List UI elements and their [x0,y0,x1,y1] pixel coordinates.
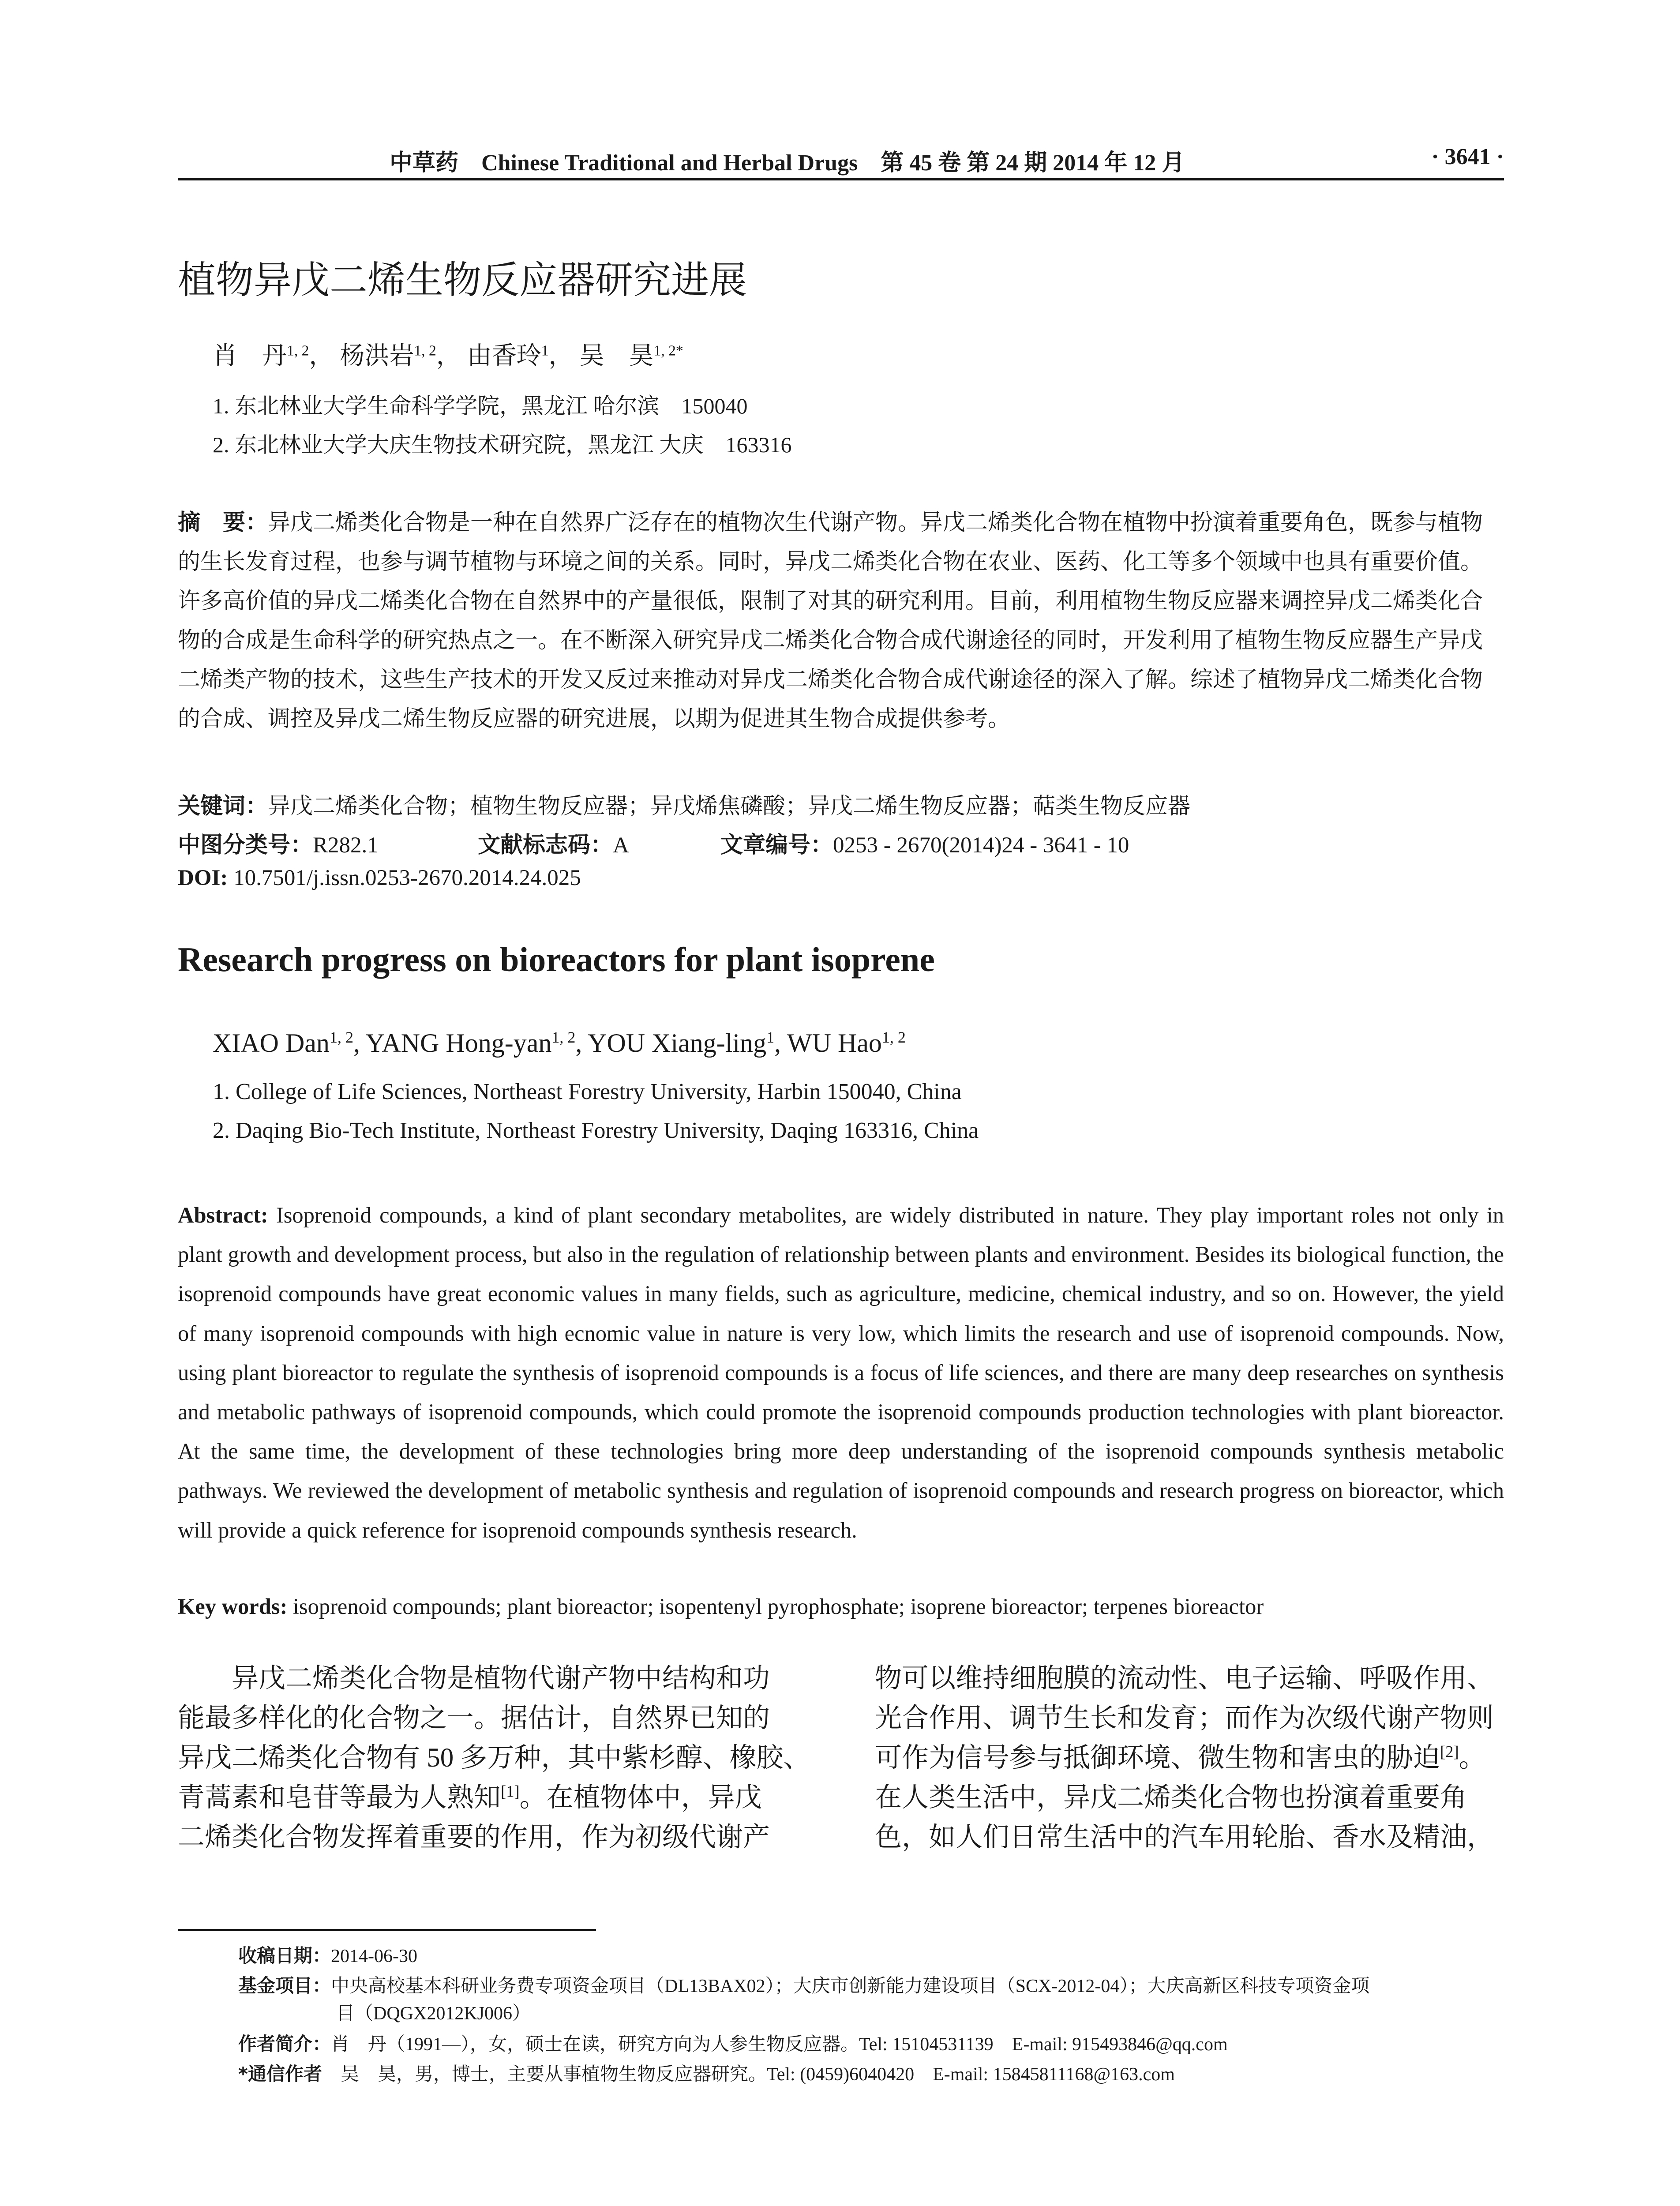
body-text: 青蒿素和皂苷等最为人熟知 [178,1783,501,1812]
en-keywords-text: isoprenoid compounds; plant bioreactor; isopentenyl pyrophosphate; isoprene bioreactor; terpenes bioreactor [292,1594,1264,1619]
body-text: 。在植物体中，异戊 [519,1783,762,1812]
doi-value[interactable]: 10.7501/j.issn.0253-2670.2014.24.025 [233,866,581,890]
en-author: XIAO Dan [213,1028,330,1058]
author-bio-text: 肖 丹（1991—），女，硕士在读，研究方向为人参生物反应器。Tel: 15104531139 E-mail: 915493846@qq.com [331,2034,1228,2055]
en-keywords-label: Key words: [178,1594,288,1619]
en-title: Research progress on bioreactors for plant isoprene [178,940,935,979]
article-no-label: 文章编号： [720,832,833,858]
body-text: 物可以维持细胞膜的流动性、电子运输、呼吸作用、 [875,1664,1494,1693]
cn-affiliation-2: 2. 东北林业大学大庆生物技术研究院，黑龙江 大庆 163316 [213,432,792,457]
fund-text: 中央高校基本科研业务费专项资金项目（DL13BAX02）；大庆市创新能力建设项目（SCX-2012-04）；大庆高新区科技专项资金项 [331,1976,1370,1996]
cn-keywords [178,788,1190,820]
doccode-label: 文献标志码： [478,832,613,858]
cn-title: 植物异戊二烯生物反应器研究进展 [178,258,747,302]
cn-author: 由香玲 [467,342,541,370]
en-author-affil: 1, 2 [551,1028,576,1046]
cn-author-affil: 1 [541,342,549,359]
corresponding-text: 吴 昊，男，博士，主要从事植物生物反应器研究。Tel: (0459)6040420 E-mail: 15845811168@163.com [322,2064,1175,2085]
footnote-fund-cont: 目（DQGX2012KJ006） [336,2003,531,2024]
body-text: 。 [1459,1743,1486,1773]
body-text: 光合作用、调节生长和发育；而作为次级代谢产物则 [875,1703,1494,1733]
cn-author: 吴 昊 [579,342,654,370]
doccode-value: A [613,833,629,858]
cn-author-affil: 1, 2 [414,342,436,359]
cn-keywords-text: 异戊二烯类化合物；植物生物反应器；异戊烯焦磷酸；异戊二烯生物反应器；萜类生物反应器 [268,794,1191,819]
en-author: YOU Xiang-ling [588,1028,767,1058]
fund-label: 基金项目： [238,1975,331,1996]
cn-author-affil: 1, 2 [287,342,309,359]
received-value: 2014-06-30 [331,1946,417,1966]
citation[interactable]: [1] [501,1782,520,1801]
body-left-column [178,1661,820,1852]
clc-label: 中图分类号： [178,832,313,858]
body-text: 异戊二烯类化合物有 50 多万种，其中紫杉醇、橡胶、 [178,1743,810,1773]
en-author: YANG Hong-yan [365,1028,552,1058]
header-rule [178,178,1504,180]
footnote-author [238,2030,1228,2056]
article-no-value: 0253 - 2670(2014)24 - 3641 - 10 [833,833,1129,858]
body-line [875,1661,1494,1696]
body-text: 二烯类化合物发挥着重要的作用，作为初级代谢产 [178,1823,770,1852]
en-keywords [178,1594,1504,1619]
body-line [178,1701,770,1736]
en-affiliation-2: 2. Daqing Bio-Tech Institute, Northeast Forestry University, Daqing 163316, China [213,1118,979,1143]
en-author: WU Hao [787,1028,882,1058]
en-authors: XIAO Dan$^{1, 2}$, YANG Hong-yan$^{1, 2}$, YOU Xiang-ling$^1$, WU Hao$^{1, 2}$ [213,1028,906,1058]
body-line [875,1741,1486,1776]
received-label: 收稿日期： [238,1945,331,1966]
cn-authors: 肖 丹$^{1, 2}$， 杨洪岩$^{1, 2}$， 由香玲$^1$， 吴 昊$^{1, 2*}$ [213,342,683,370]
cn-abstract [178,503,1504,739]
body-text: 色，如人们日常生活中的汽车用轮胎、香水及精油， [875,1823,1494,1852]
body-text: 在人类生活中，异戊二烯类化合物也扮演着重要角 [875,1783,1467,1812]
body-line [875,1701,1494,1736]
cn-classification [178,826,379,859]
en-author-affil: 1 [766,1028,775,1046]
en-author-affil: 1, 2 [329,1028,353,1046]
cn-author-affil: 1, 2* [653,342,683,359]
body-line [875,1820,1494,1855]
body-text: 异戊二烯类化合物是植物代谢产物中结构和功 [178,1664,770,1693]
en-author-affil: 1, 2 [881,1028,906,1046]
body-right-column [875,1661,1504,1852]
cn-author: 肖 丹 [213,342,287,370]
footnote-received [238,1941,417,1968]
cn-abstract-text: 异戊二烯类化合物是一种在自然界广泛存在的植物次生代谢产物。异戊二烯类化合物在植物中扮演着重要角色，既参与植物的生长发育过程，也参与调节植物与环境之间的关系。同时，异戊二烯类化合物在农业、医药、化工等多个领域中也具有重要价值。许多高价值的异戊二烯类化合物在自然界中的产量很低，限制了对其的研究利用。目前，利用植物生物反应器来调控异戊二烯类化合物的合成是生命科学的研究热点之一。在不断深入研究异戊二烯类化合物合成代谢途径的同时，开发利用了植物生物反应器生产异戊二烯类产物的技术，这些生产技术的开发又反过来推动对异戊二烯类化合物合成代谢途径的深入了解。综述了植物异戊二烯类化合物的合成、调控及异戊二烯生物反应器的研究进展，以期为促进其生物合成提供参考。 [178,510,1483,732]
cn-doccode [478,826,629,859]
corresponding-label: *通信作者 [238,2063,322,2085]
cn-author: 杨洪岩 [340,342,414,370]
cn-affiliation-1: 1. 东北林业大学生命科学学院，黑龙江 哈尔滨 150040 [213,394,748,418]
author-bio-label: 作者简介： [238,2033,331,2055]
body-line [178,1820,770,1855]
doi-label: DOI: [178,866,228,890]
journal-header: 中草药 Chinese Traditional and Herbal Drugs 第 45 卷 第 24 期 2014 年 12 月 [390,150,1185,176]
running-header [178,140,1504,180]
en-abstract [178,1196,1504,1550]
footnote-corresponding [238,2060,1175,2086]
en-affiliation-1: 1. College of Life Sciences, Northeast Forestry University, Harbin 150040, China [213,1079,962,1104]
en-abstract-text: Isoprenoid compounds, a kind of plant secondary metabolites, are widely distributed in nature. They play important roles not only in plant growth and development process, but also in the regulation of relationship between plants and environment. Besides its biological function, the isoprenoid compounds have great economic values in many fields, such as agriculture, medicine, chemical industry, and so on. However, the yield of many isoprenoid compounds with high ecnomic value in nature is very low, which limits the research and use of isoprenoid compounds. Now, using plant bioreactor to regulate the synthesis of isoprenoid compounds is a focus of life sciences, and there are many deep researches on synthesis and metabolic pathways of isoprenoid compounds, which could promote the isoprenoid compounds production technologies with plant bioreactor. At the same time, the development of these technologies bring more deep understanding of the isoprenoid compounds synthesis metabolic pathways. We reviewed the development of metabolic synthesis and regulation of isoprenoid compounds and research progress on bioreactor, which will provide a quick reference for isoprenoid compounds synthesis research. [178,1203,1504,1542]
citation[interactable]: [2] [1440,1742,1459,1761]
clc-value: R282.1 [313,833,379,858]
body-line [178,1661,770,1696]
body-text: 能最多样化的化合物之一。据估计，自然界已知的 [178,1703,770,1733]
en-abstract-label: Abstract: [178,1203,268,1227]
footnote-rule [178,1929,596,1931]
doi-line [178,865,581,891]
cn-keywords-label: 关键词： [178,793,268,819]
cn-abstract-label: 摘 要： [178,510,268,536]
body-text: 可作为信号参与抵御环境、微生物和害虫的胁迫 [875,1743,1440,1773]
footnote-fund [238,1971,1369,1998]
body-line [178,1741,810,1776]
cn-article-number [720,826,1129,859]
body-line [178,1780,762,1816]
page-number: · 3641 · [1431,144,1504,169]
body-line [875,1780,1467,1816]
